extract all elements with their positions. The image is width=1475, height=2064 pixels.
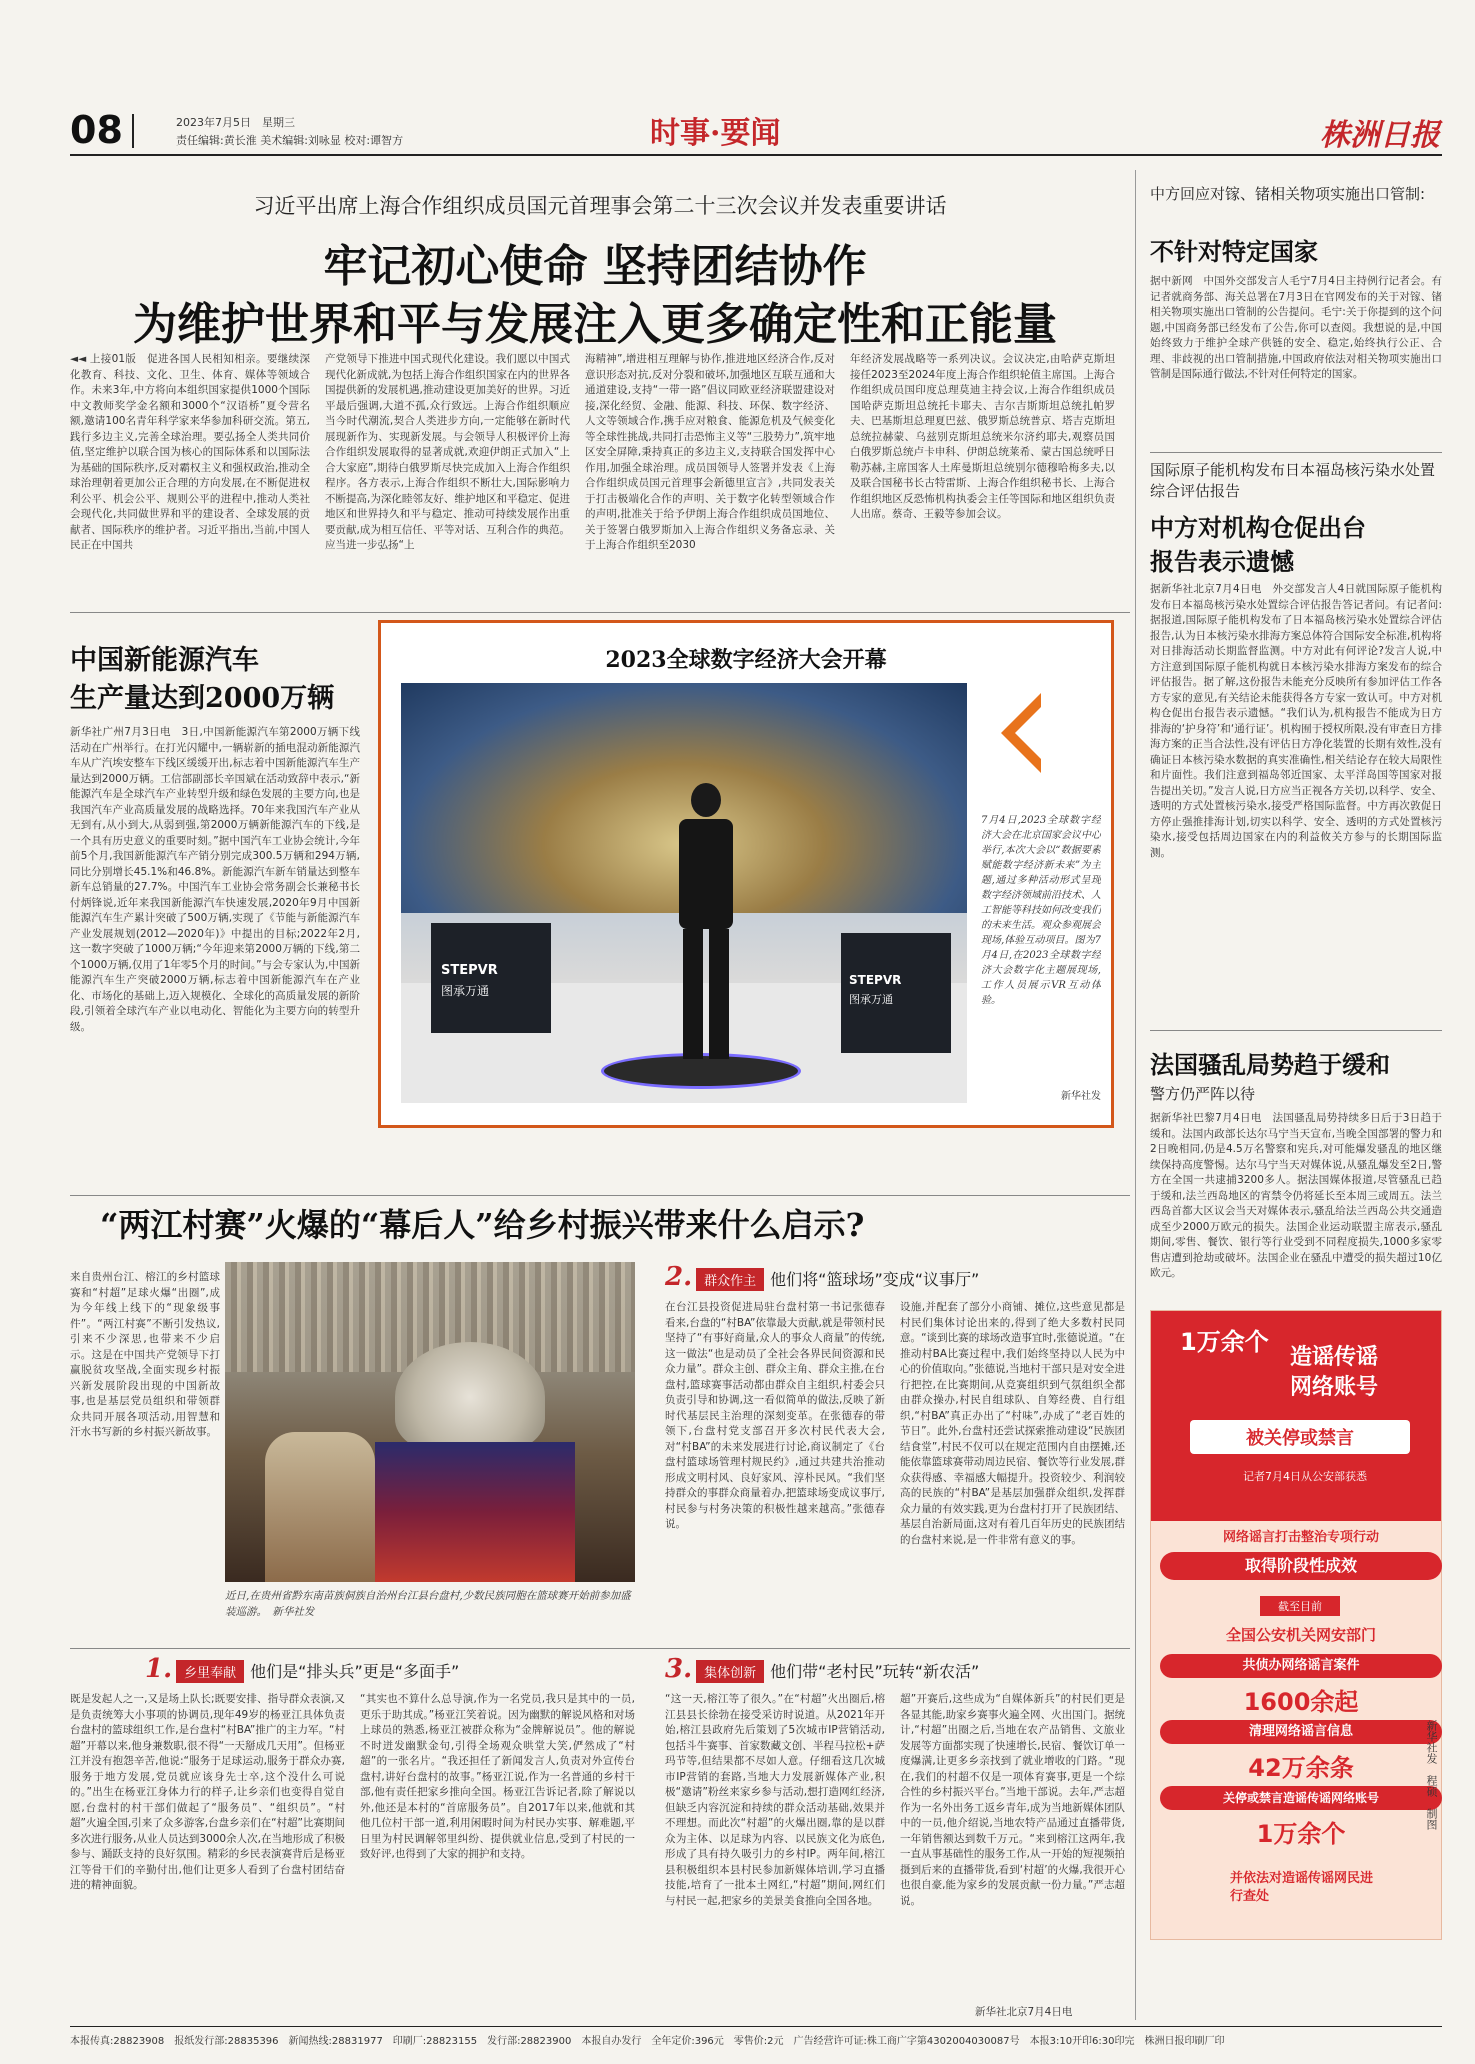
ev-story (70, 620, 370, 1190)
ad-line15: 1万余个 (1256, 1820, 1346, 1848)
section-3-head (665, 1654, 1125, 1684)
ad-line16: 并依法对造谣传谣网民进行查处 (1230, 1871, 1374, 1904)
ad-line5: 记者7月4日从公安部获悉 (1243, 1470, 1367, 1483)
right-rule-2 (1150, 1030, 1442, 1031)
section-2-head (665, 1262, 1125, 1292)
ad-line4: 被关停或禁言 (1190, 1420, 1410, 1454)
ad-line14: 关停或禁言造谣传谣网络账号 (1160, 1786, 1442, 1810)
ad-line6: 网络谣言打击整治专项行动 (1222, 1530, 1379, 1545)
performer-side (265, 1432, 375, 1582)
section-2-col-1: 在台江县投资促进局驻台盘村第一书记张德春看来,台盘的“村BA”依靠最大贡献,就是带领村民坚持了“有事好商量,众人的事众人商量”的传统,这一做法“也是动员了全社会各界民间资源和民众力量”。群众主创、群众主角、群众主推,在台盘村,篮球赛事活动都由群众自主组织,村委会只负责引导和协调,这一看似简单的做法,反映了新时代基层民主治理的深刻变革。在张德春的带领下,台盘村党支部召开多次村民代表大会,对“村BA”的未来发展进行讨论,商议制定了《台盘村篮球场管理村规民约》,通过共建共治推动形成文明村风、良好家风、淳朴民风。“我们坚持群众的事群众商量着办,把篮球场变成议事厅,村民参与村务决策的积极性越来越高。”张德春说。 (665, 1301, 885, 1530)
section-1-col-1: 既是发起人之一,又是场上队长;既要安排、指导群众表演,又是负责统筹大小事项的协调员,现年49岁的杨亚江具体负责台盘村的篮球组织工作,是台盘村“村BA”推广的主力军。“村超”开幕以来,他身兼数职,很不得“一天掰成几天用”。但杨亚江并没有抱怨辛苦,他说:“服务于足球运动,服务于群众办赛,服务于地方发展,党员就应该身先士卒,这个没什么可说的。”出生在杨亚江身体力行的样子,让乡亲们也变得自觉自愿,台盘村的村干部们做起了“服务员”、“组织员”。“村超”火遍全国,引来了众多游客,台盘乡亲们在“村超”比赛期间多次进行服务,从业人员达到3000余人次,在当地形成了积极参与、踊跃支持的良好氛围。精彩的乡民表演赛背后是杨亚江等骨干们的辛勤付出,他们让更多人看到了台盘村团结奋进的精神面貌。 (70, 1693, 345, 1891)
section-3-sub: 他们带“老村民”玩转“新农活” (770, 1662, 980, 1681)
ad-line10: 共侦办网络谣言案件 (1160, 1654, 1442, 1678)
section-3-tag: 集体创新 (696, 1660, 764, 1683)
gallium-title: 不针对特定国家 (1150, 237, 1318, 266)
photo-credit: 新华社发 (1061, 1091, 1101, 1102)
ev-text: 新华社广州7月3日电 3日,中国新能源汽车第2000万辆下线活动在广州举行。在打光闪耀中,一辆崭新的插电混动新能源汽车从广汽埃安整车下线区缓缓开出,标志着中国新能源汽车生产量达到2000万辆。工信部副部长辛国斌在活动致辞中表示,“新能源汽车是全球汽车产业转型升级和绿色发展的主要方向,也是我国汽车产业高质量发展的战略选择。70年来我国汽车产业从无到有,从小到大,从弱到强,第2000万辆新能源汽车的下线,是一个具有历史意义的重要时刻。”据中国汽车工业协会统计,今年前5个月,我国新能源汽车产销分别完成300.5万辆和294万辆,同比分别增长45.1%和46.8%。新能源汽车新车销量达到整车新车总销量的27.7%。中国汽车工业协会常务副会长兼秘书长付炳锋说,近年来我国新能源汽车快速发展,2020年9月中国新能源汽车生产累计突破了500万辆,实现了《节能与新能源汽车产业发展规划(2012—2020年)》中提出的目标;2022年2月,这一数字突破了1000万辆;“今年迎来第2000万辆的下线,第二个1000万辆,仅用了1年零5个月的时间。”与会专家认为,中国新能源汽车生产突破2000万辆,标志着中国新能源汽车在产业化、市场化的基础上,迈入规模化、全球化的高质量发展的新阶段,引领着全球汽车产业以电动化、智能化为主要方向的转型升级。 (70, 726, 360, 1033)
ev-title-line1: 中国新能源汽车 (70, 645, 259, 676)
page-number: 08 (70, 108, 123, 152)
page-header (70, 108, 1440, 154)
feature-title: “两江村赛”火爆的“幕后人”给乡村振兴带来什么启示? (100, 1206, 865, 1244)
ad-credit: 新华社发 程硕 制图 (1425, 1720, 1438, 1830)
ad-line1: 1万余个 (1180, 1328, 1269, 1356)
france-text: 据新华社巴黎7月4日电 法国骚乱局势持续多日后于3日趋于缓和。法国内政部长达尔马宁当天宣布,当晚全国部署的警力和2日晚相同,仍是4.5万名警察和宪兵,对可能爆发骚乱的地区继续保持高度警惕。达尔马宁当天对媒体说,从骚乱爆发至2日,警方在全国一共逮捕3200多人。据法国媒体报道,尽管骚乱已趋于缓和,法兰西岛地区的宵禁令仍将延长至本周三或周五。法兰西岛首都大区议会当天对媒体表示,骚乱给法兰西岛公共交通造成至少2000万欧元的损失。法国企业运动联盟主席表示,骚乱期间,零售、餐饮、银行等行业受到不同程度损失,1000多家零售店遭到抢劫或破坏。法国企业在骚乱中遭受的损失超过10亿欧元。 (1150, 1112, 1442, 1279)
lead-col-4: 年经济发展战略等一系列决议。会议决定,由哈萨克斯坦接任2023至2024年度上海合作组织轮值主席国。上海合作组织成员国印度总理莫迪主持会议,上海合作组织成员国哈萨克斯坦总统托卡耶夫、吉尔吉斯斯坦总统扎帕罗夫、巴基斯坦总理夏巴兹、俄罗斯总统普京、塔吉克斯坦总统拉赫蒙、乌兹别克斯坦总统米尔济约耶夫,观察员国白俄罗斯总统卢卡申科、伊朗总统莱希、蒙古国总统呼日勒苏赫,主席国客人土库曼斯坦总统别尔德穆哈梅多夫,以及联合国秘书长古特雷斯、上海合作组织秘书长、上海合作组织地区反恐怖机构执委会主任等国际和地区组织负责人出席。蔡奇、王毅等参加会议。 (850, 353, 1115, 520)
ad-line13: 42万余条 (1248, 1754, 1354, 1782)
section-1-head (145, 1654, 625, 1684)
header-divider (132, 114, 134, 148)
section-title: 时事·要闻 (650, 116, 781, 151)
fukushima-title-line2: 报告表示遗憾 (1150, 547, 1294, 576)
section-2-sub: 他们将“篮球场”变成“议事厅” (770, 1270, 980, 1289)
photo-caption-text: 7月4日,2023全球数字经济大会在北京国家会议中心举行,本次大会以“数据要素赋能数字经济新未来”为主题,通过多种活动形式呈现数字经济领域前沿技术、人工智能等科技如何改变我们的未来生活。观众参观展会现场,体验互动项目。图为7月4日,在2023全球数字经济大会数字化主题展现场,工作人员展示VR互动体验。 (981, 815, 1101, 1006)
section-1-num: 1. (145, 1654, 173, 1684)
lead-col-3: 海精神”,增进相互理解与协作,推进地区经济合作,反对意识形态对抗,反对分裂和破坏,加强地区互联互通和大通道建设,支持“一带一路”倡议同欧亚经济联盟建设对接,深化经贸、金融、能源、科技、环保、数字经济、人文等领域合作,携手应对粮食、能源危机及气候变化等全球性挑战,共同打击恐怖主义等“三股势力”,筑牢地区安全屏障,秉持真正的多边主义,支持联合国发挥中心作用,加强全球治理。成员国领导人签署并发表《上海合作组织成员国元首理事会新德里宣言》,共同发表关于打击极端化合作的声明、关于数字化转型领域合作的声明,批准关于给予伊朗上海合作组织成员国地位、关于签署白俄罗斯加入上海合作组织义务备忘录、关于上海合作组织至2030 (585, 353, 835, 551)
stepvr-panel-right (841, 933, 951, 1053)
france-sub: 警方仍严阵以待 (1150, 1085, 1256, 1103)
ad-line8: 截至目前 (1260, 1596, 1340, 1616)
ev-title-line2: 生产量达到2000万辆 (70, 683, 335, 714)
fukushima-story (1150, 456, 1442, 1016)
gallium-kicker: 中方回应对镓、锗相关物项实施出口管制: (1150, 185, 1426, 203)
section-3-col-1: “这一天,榕江等了很久。”在“村超”火出圈后,榕江县县长徐勃在接受采访时说道。从2021年开始,榕江县政府先后策划了5次城市IP营销活动,包括斗牛赛事、首家数藏文创、半程马拉松+萨玛节等,但结果都不尽如人意。仔细看这几次城市IP营销的套路,当地大力发展新媒体产业,积极“邀请”粉丝来家乡参与活动,想打造网红经济,但缺乏内容沉淀和持续的群众活动基础,效果并不理想。而此次“村超”的火爆出圈,靠的是以群众为主体、以足球为内容、以民族文化为底色,形成了具有持久吸引力的乡村IP。两年间,榕江县积极组织本县村民参加新媒体培训,学习直播技能,培育了一批本土网红,“村超”期间,网红们与村民一起,把家乡的美景美食推向全国各地。 (665, 1693, 885, 1907)
brand-stepvr-left: STEPVR (441, 963, 498, 978)
photo-box (378, 620, 1114, 1128)
section-2-tag: 群众作主 (696, 1268, 764, 1291)
lead-bottom-rule (70, 612, 1130, 613)
section-2-col-2: 设施,并配套了部分小商铺、摊位,这些意见都是村民们集体讨论出来的,得到了绝大多数村民同意。“谈到比赛的球场改造事宜时,张德说道。“在推动村BA比赛过程中,我们始终坚持以人民为中心的价值取向。”张德说,当地村干部只是对安全进行把控,在比赛期间,从竞赛组织到气氛组织全都由群众操办,村民自组球队、自筹经费、自行组织,“村BA”真正办出了“村味”,办成了“老百姓的节日”。此外,台盘村还尝试探索推动建设“民族团结食堂”,村民不仅可以在规定范围内自由摆摊,还能依靠篮球赛带动周边民宿、餐饮等行业发展,群众获得感、幸福感大幅提升。投资较少、利润较高的民族的“村BA”是基层加强群众组织,发挥群众力量的有效实践,更为台盘村打开了民族团结、基层自治新局面,这对有着几百年历史的民族团结的台盘村来说,是一件非常有意义的事。 (900, 1301, 1125, 1546)
chevron-left-icon-inner (1015, 705, 1043, 761)
header-rule (70, 154, 1442, 156)
section-1-col-2: “其实也不算什么总导演,作为一名党员,我只是其中的一员,更乐于助其成。”杨亚江笑着说。因为幽默的解说风格和对场上球员的熟悉,杨亚江被群众称为“金牌解说员”。他的解说不时迸发幽默金句,引得全场观众哄堂大笑,俨然成了“村超”的一张名片。“我还担任了新闻发言人,负责对外宣传台盘村,讲好台盘村的故事。”杨亚江说,作为一名普通的乡村干部,他有责任把家乡推向全国。杨亚江告诉记者,除了解说以外,他还是本村的“首席服务员”。自2017年以来,他就和其他几位村干部一道,利用闲暇时间为村民办实事、解难题,平日里为村民调解邻里纠纷、提供就业信息,受到了村民的一致好评,也得到了大家的拥护和支持。 (360, 1693, 635, 1860)
lead-col-1: ◄◄ 上接01版 促进各国人民相知相亲。要继续深化教育、科技、文化、卫生、体育、媒体等领域合作。未来3年,中方将向本组织国家提供1000个国际中文教师奖学金名额和3000个“汉语桥”夏令营名额,邀请100名青年科学家来华参加科研交流。第五,践行多边主义,完善全球治理。要弘扬全人类共同价值,坚定维护以联合国为核心的国际体系和以国际法为基础的国际秩序,反对霸权主义和强权政治,推动全球治理朝着更加公正合理的方向发展,在不断促进权利公平、机会公平、规则公平的进程中,推动人类社会现代化,共同做世界和平的建设者、全球发展的贡献者、国际秩序的维护者。习近平指出,当前,中国人民正在中国共 (70, 353, 310, 551)
festival-photo-caption: 近日,在贵州省黔东南苗族侗族自治州台江县台盘村,少数民族同胞在篮球赛开始前参加盛装巡游。 新华社发 (225, 1590, 631, 1618)
section-1-tag: 乡里奉献 (176, 1660, 244, 1683)
footer-info: 本报传真:28823908 报纸发行部:28835396 新闻热线:28831977 印刷厂:28823155 发行部:28823900 本报自办发行 全年定价:396元 零售价:2元 广告经营许可证:株工商广字第4302004030087号 本报3:10开印6:30印完 株洲日报印刷厂印 (70, 2036, 1225, 2047)
fukushima-kicker: 国际原子能机构发布日本福岛核污染水处置综合评估报告 (1150, 461, 1436, 500)
brand-stepvr-right: STEPVR (849, 973, 902, 987)
right-rule-1 (1150, 452, 1442, 453)
vr-photo (401, 683, 967, 1103)
photo-box-title: 2023全球数字经济大会开幕 (605, 647, 887, 673)
performer-headdress (395, 1342, 545, 1452)
lead-title-line1: 牢记初心使命 坚持团结协作 (323, 241, 867, 292)
france-story (1150, 1035, 1442, 1305)
lead-title-line2: 为维护世界和平与发展注入更多确定性和正能量 (133, 299, 1057, 350)
person-figure (671, 783, 741, 1063)
photo-box-caption (981, 683, 1101, 1103)
gallium-text: 据中新网 中国外交部发言人毛宁7月4日主持例行记者会。有记者就商务部、海关总署在7月3日在官网发布的关于对镓、锗相关物项实施出口管制的公告提问。毛宁:关于你提到的这个问题,中国商务部已经发布了公告,你可以查阅。我想说的是,中国始终致力于维护全球产供链的安全、稳定,始终执行公正、合理、非歧视的出口管制措施,中国政府依法对相关物项实施出口管制是国际通行做法,不针对任何特定的国家。 (1150, 275, 1442, 380)
lead-kicker: 习近平出席上海合作组织成员国元首理事会第二十三次会议并发表重要讲话 (253, 194, 947, 218)
brand-cn-right: 图承万通 (849, 993, 893, 1006)
right-column-divider (1135, 170, 1136, 2020)
header-editors: 责任编辑:黄长淮 美术编辑:刘咏显 校对:谭智方 (176, 134, 404, 147)
festival-photo (225, 1262, 635, 1582)
feature-mid-rule (70, 1648, 1130, 1649)
section-3-num: 3. (665, 1654, 693, 1684)
lead-col-2: 产党领导下推进中国式现代化建设。我们愿以中国式现代化新成就,为包括上海合作组织国家在内的世界各国提供新的发展机遇,推动建设更加美好的世界。习近平最后强调,大道不孤,众行致远。上海合作组织顺应当今时代潮流,契合人类进步方向,一定能够在新时代展现新作为、实现新发展。与会领导人积极评价上海合作组织发展取得的显著成就,欢迎伊朗正式加入“上合大家庭”,期待白俄罗斯尽快完成加入上海合作组织程序。各方表示,上海合作组织不断壮大,国际影响力不断提高,为深化睦邻友好、维护地区和平稳定、促进地区和世界持久和平与稳定、推动可持续发展作出重要贡献,成为相互信任、平等对话、互利合作的典范。应当进一步弘扬“上 (325, 353, 570, 551)
section-2-num: 2. (665, 1262, 693, 1292)
paper-logo: 株洲日报 (1320, 118, 1440, 153)
footer-rule (70, 2026, 1442, 2027)
header-date: 2023年7月5日 星期三 (176, 116, 295, 129)
france-title: 法国骚乱局势趋于缓和 (1150, 1050, 1390, 1079)
ad-line7: 取得阶段性成效 (1160, 1552, 1442, 1580)
gallium-story (1150, 170, 1442, 460)
feature-intro: 来自贵州台江、榕江的乡村篮球赛和“村超”足球火爆“出圈”,成为今年线上线下的“现象级事件”。“两江村赛”不断引发热议,引来不少深思,也带来不少启示。这是在中国共产党领导下打赢脱贫攻坚战,全面实现乡村振兴新发展阶段出现的中国新故事,也是基层党员组织和带领群众共同开展各项活动,用智慧和汗水书写新的乡村振兴新故事。 (70, 1271, 220, 1438)
ad-line12: 清理网络谣言信息 (1160, 1720, 1442, 1744)
lead-story (70, 162, 1120, 602)
ad-line11: 1600余起 (1243, 1688, 1359, 1716)
feature-top-rule (70, 1195, 1130, 1196)
fukushima-text: 据新华社北京7月4日电 外交部发言人4日就国际原子能机构发布日本福岛核污染水处置综合评估报告答记者问。有记者问:据报道,国际原子能机构发布了日本福岛核污染水处置综合评估报告,认为日本核污染水排海方案总体符合国际安全标准,机构将对日排海活动长期监督监测。中方对此有何评论?发言人说,中方注意到国际原子能机构就日本核污染水排海方案发布的综合评估报告。据了解,这份报告未能充分反映所有参加评估工作各方专家的意见,有关结论未能获得各方专家一致认可。中方对机构仓促出台报告表示遗憾。“我们认为,机构报告不能成为日方排海的‘护身符’和‘通行证’。机构囿于授权所限,没有审查日方排海方案的正当合法性,没有评估日方净化装置的长期有效性,没有确证日本核污染水数据的真实准确性,相关结论存在较大局限性和片面性。我们注意到福岛邻近国家、太平洋岛国等国家对报告提出关切。”发言人说,日方应当正视各方关切,以科学、安全、透明的方式处置核污染水,接受严格国际监督。中方再次敦促日方停止强推排海计划,切实以科学、安全、透明的方式处置核污染水,接受包括周边国家在内的利益攸关方参与的长期国际监测。 (1150, 583, 1442, 859)
ad-line2: 造谣传谣 (1290, 1345, 1379, 1370)
fukushima-title-line1: 中方对机构仓促出台 (1150, 513, 1366, 542)
section-1-sub: 他们是“排头兵”更是“多面手” (250, 1662, 460, 1681)
ad-line3: 网络账号 (1290, 1375, 1379, 1400)
feature-end-credit: 新华社北京7月4日电 (975, 2006, 1073, 2018)
performer-body (375, 1442, 575, 1582)
brand-cn-left: 图承万通 (441, 984, 490, 998)
section-3-col-2: 超”开赛后,这些成为“自媒体新兵”的村民们更是各显其能,助家乡赛事火遍全网、火出国门。据统计,“村超”出圈之后,当地在农产品销售、文旅业发展等方面都实现了快速增长,民宿、餐饮订单一度爆满,让更多乡亲找到了就业增收的门路。“现在,我们的村超不仅是一项体育赛事,更是一个综合性的乡村振兴平台。”当地干部说。去年,严志超作为一名外出务工返乡青年,成为当地新媒体团队中的一员,他介绍说,当地农特产品通过直播带货,一年销售额达到数千万元。“来到榕江这两年,我一直从事基础性的服务工作,从一开始的短视频拍摄到后来的直播带货,看到‘村超’的火爆,我很开心也很自豪,能为家乡的发展贡献一份力量。”严志超说。 (900, 1693, 1125, 1907)
stepvr-panel-left (431, 923, 551, 1033)
ad-line9: 全国公安机关网安部门 (1225, 1626, 1376, 1644)
